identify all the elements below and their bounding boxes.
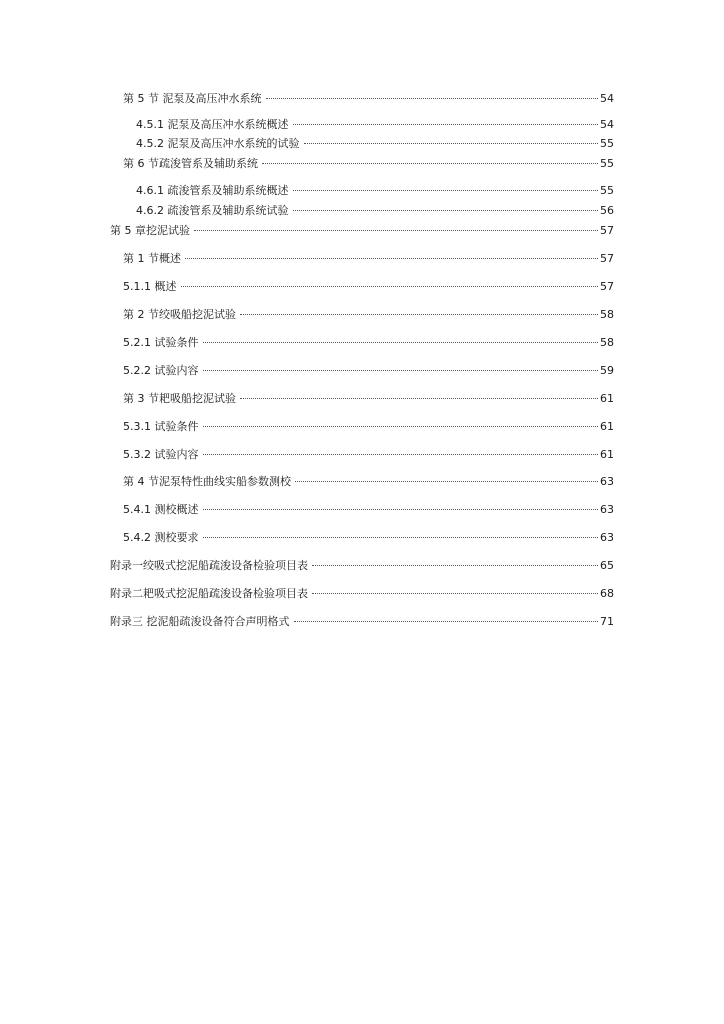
toc-page-number: 61 (600, 448, 614, 461)
toc-dot-leader (293, 124, 599, 125)
toc-dot-leader (203, 454, 599, 455)
toc-dot-leader (203, 509, 599, 510)
toc-entry[interactable] (123, 475, 614, 489)
toc-page-number: 65 (600, 559, 614, 572)
toc-page-number: 58 (600, 336, 614, 349)
toc-page-number: 56 (600, 204, 614, 217)
toc-dot-leader (203, 426, 599, 427)
toc-dot-leader (294, 621, 599, 622)
toc-page-number: 71 (600, 615, 614, 628)
toc-entry[interactable] (110, 587, 614, 601)
toc-dot-leader (240, 398, 598, 399)
toc-page-number: 57 (600, 224, 614, 237)
toc-dot-leader (266, 98, 599, 99)
toc-entry-title: 第 3 节耙吸船挖泥试验 (123, 392, 236, 405)
toc-dot-leader (181, 286, 599, 287)
toc-entry-title: 5.3.1 试验条件 (123, 420, 199, 433)
toc-dot-leader (304, 143, 599, 144)
toc-dot-leader (240, 314, 598, 315)
toc-entry-title: 5.4.1 测校概述 (123, 503, 199, 516)
toc-page-number: 55 (600, 137, 614, 150)
toc-dot-leader (293, 210, 599, 211)
toc-page-number: 54 (600, 118, 614, 131)
toc-page-number: 63 (600, 475, 614, 488)
toc-page-number: 61 (600, 392, 614, 405)
toc-page-number: 55 (600, 184, 614, 197)
toc-entry-title: 第 6 节疏浚管系及辅助系统 (123, 157, 258, 170)
toc-entry-title: 附录三 挖泥船疏浚设备符合声明格式 (110, 615, 290, 628)
toc-entry[interactable] (110, 615, 614, 629)
toc-entry[interactable] (123, 503, 614, 517)
toc-entry[interactable] (136, 204, 614, 218)
toc-page-number: 61 (600, 420, 614, 433)
toc-entry[interactable] (136, 118, 614, 132)
toc-entry[interactable] (136, 184, 614, 198)
toc-entry[interactable] (123, 157, 614, 171)
toc-entry[interactable] (110, 559, 614, 573)
toc-entry-title: 第 2 节绞吸船挖泥试验 (123, 308, 236, 321)
toc-dot-leader (312, 565, 598, 566)
toc-entry-title: 4.5.1 泥泵及高压冲水系统概述 (136, 118, 289, 131)
toc-entry-title: 第 5 节 泥泵及高压冲水系统 (123, 92, 262, 105)
toc-page-number: 54 (600, 92, 614, 105)
toc-entry-title: 第 5 章挖泥试验 (110, 224, 190, 237)
toc-entry-title: 5.2.2 试验内容 (123, 364, 199, 377)
toc-entry[interactable] (123, 531, 614, 545)
toc-entry-title: 附录一绞吸式挖泥船疏浚设备检验项目表 (110, 559, 308, 572)
toc-dot-leader (262, 163, 598, 164)
toc-page-number: 57 (600, 252, 614, 265)
toc-page-number: 63 (600, 531, 614, 544)
toc-dot-leader (194, 230, 598, 231)
toc-entry[interactable] (110, 224, 614, 238)
toc-dot-leader (203, 342, 599, 343)
toc-entry-title: 第 1 节概述 (123, 252, 181, 265)
toc-page-number: 58 (600, 308, 614, 321)
toc-dot-leader (295, 481, 598, 482)
toc-entry-title: 4.5.2 泥泵及高压冲水系统的试验 (136, 137, 300, 150)
toc-entry-title: 5.3.2 试验内容 (123, 448, 199, 461)
toc-page-number: 68 (600, 587, 614, 600)
toc-page-number: 63 (600, 503, 614, 516)
toc-entry-title: 5.2.1 试验条件 (123, 336, 199, 349)
toc-entry[interactable] (123, 308, 614, 322)
toc-entry[interactable] (123, 364, 614, 378)
toc-entry-title: 5.1.1 概述 (123, 280, 177, 293)
toc-dot-leader (203, 537, 599, 538)
toc-entry[interactable] (123, 92, 614, 106)
toc-dot-leader (203, 370, 599, 371)
toc-page-number: 59 (600, 364, 614, 377)
toc-entry-title: 5.4.2 测校要求 (123, 531, 199, 544)
toc-entry[interactable] (123, 252, 614, 266)
toc-entry-title: 4.6.2 疏浚管系及辅助系统试验 (136, 204, 289, 217)
toc-entry[interactable] (123, 448, 614, 462)
toc-page-number: 55 (600, 157, 614, 170)
toc-entry[interactable] (123, 392, 614, 406)
toc-entry[interactable] (136, 137, 614, 151)
toc-dot-leader (293, 190, 599, 191)
toc-dot-leader (185, 258, 598, 259)
toc-page-number: 57 (600, 280, 614, 293)
toc-entry[interactable] (123, 420, 614, 434)
toc-entry[interactable] (123, 336, 614, 350)
toc-dot-leader (312, 593, 598, 594)
toc-entry-title: 4.6.1 疏浚管系及辅助系统概述 (136, 184, 289, 197)
toc-entry[interactable] (123, 280, 614, 294)
toc-entry-title: 第 4 节泥泵特性曲线实船参数测校 (123, 475, 291, 488)
toc-entry-title: 附录二耙吸式挖泥船疏浚设备检验项目表 (110, 587, 308, 600)
